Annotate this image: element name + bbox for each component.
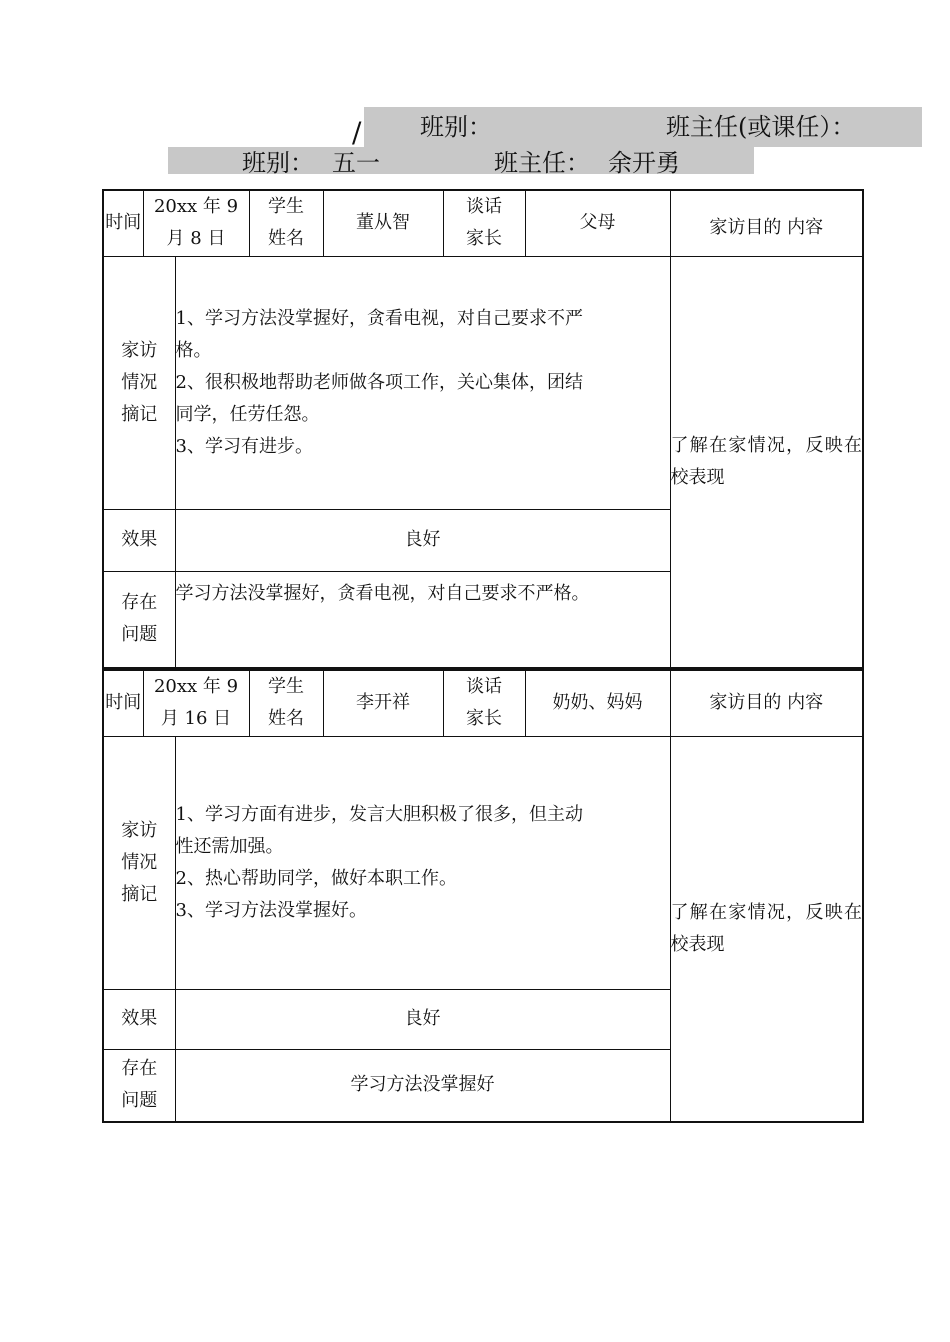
note-line: 格。 <box>175 339 212 361</box>
header-teacher-label-2: 班主任： <box>494 149 590 177</box>
parent-label-line1: 谈话 <box>466 676 503 698</box>
effect-label: 效果 <box>103 509 175 571</box>
notes-label-line2: 情况 <box>121 851 158 873</box>
header-class-label-1: 班别： <box>420 113 492 141</box>
note-line: 同学，任劳任怨。 <box>175 403 320 425</box>
notes-label-line3: 摘记 <box>121 883 158 905</box>
effect-value: 良好 <box>175 989 670 1049</box>
note-line: 1、学习方法没掌握好，贪看电视，对自己要求不严 <box>175 307 583 329</box>
header-teacher-value: 余开勇 <box>608 149 680 177</box>
header-title-fragment: / <box>352 116 362 149</box>
issue-label-line1: 存在 <box>121 1058 158 1080</box>
student-label-line2: 姓名 <box>268 228 305 250</box>
time-label: 时间 <box>103 190 143 256</box>
purpose-header: 家访目的 内容 <box>670 670 863 736</box>
visit-date-line1: 20xx 年 9 <box>153 196 239 218</box>
student-name-label <box>249 190 323 256</box>
visit-notes <box>175 256 670 509</box>
visit-date <box>143 190 249 256</box>
visit-date-line2: 月 16 日 <box>160 708 232 730</box>
time-label: 时间 <box>103 670 143 736</box>
note-line: 2、热心帮助同学，做好本职工作。 <box>175 867 457 889</box>
issue-label <box>103 1049 175 1122</box>
issue-value: 学习方法没掌握好，贪看电视，对自己要求不严格。 <box>175 571 670 668</box>
parent-label-line2: 家长 <box>466 708 503 730</box>
header-class-value: 五一 <box>332 149 380 177</box>
issue-label-line2: 问题 <box>121 624 158 646</box>
visit-purpose: 了解在家情况，反映在校表现 <box>670 256 863 668</box>
parent-label-line1: 谈话 <box>466 196 503 218</box>
purpose-header: 家访目的 内容 <box>670 190 863 256</box>
notes-label-line1: 家访 <box>121 339 158 361</box>
parent-label <box>443 190 525 256</box>
note-line: 3、学习方法没掌握好。 <box>175 899 367 921</box>
notes-label-line2: 情况 <box>121 371 158 393</box>
note-line: 2、很积极地帮助老师做各项工作，关心集体，团结 <box>175 371 583 393</box>
visit-notes <box>175 736 670 989</box>
note-line: 1、学习方面有进步，发言大胆积极了很多，但主动 <box>175 803 583 825</box>
issue-label <box>103 571 175 668</box>
visit-record-table-1 <box>102 189 864 669</box>
visit-date-line2: 月 8 日 <box>166 228 226 250</box>
effect-value: 良好 <box>175 509 670 571</box>
notes-label-line1: 家访 <box>121 819 158 841</box>
visit-purpose: 了解在家情况，反映在校表现 <box>670 736 863 1122</box>
visit-record-table-2 <box>102 669 864 1123</box>
issue-label-line2: 问题 <box>121 1090 158 1112</box>
parent-label <box>443 670 525 736</box>
issue-label-line1: 存在 <box>121 592 158 614</box>
parent-name: 父母 <box>525 190 670 256</box>
header-teacher-label-1: 班主任(或课任）： <box>666 113 856 141</box>
effect-label: 效果 <box>103 989 175 1049</box>
student-name: 李开祥 <box>323 670 443 736</box>
visit-date <box>143 670 249 736</box>
note-line: 3、学习有进步。 <box>175 435 313 457</box>
parent-label-line2: 家长 <box>466 228 503 250</box>
student-name-label <box>249 670 323 736</box>
student-name: 董从智 <box>323 190 443 256</box>
issue-value: 学习方法没掌握好 <box>175 1049 670 1122</box>
note-line: 性还需加强。 <box>175 835 284 857</box>
notes-label <box>103 736 175 989</box>
student-label-line1: 学生 <box>268 676 305 698</box>
student-label-line2: 姓名 <box>268 708 305 730</box>
notes-label-line3: 摘记 <box>121 403 158 425</box>
notes-label <box>103 256 175 509</box>
parent-name: 奶奶、妈妈 <box>525 670 670 736</box>
student-label-line1: 学生 <box>268 196 305 218</box>
visit-date-line1: 20xx 年 9 <box>153 676 239 698</box>
header-class-label-2: 班别： <box>242 149 314 177</box>
